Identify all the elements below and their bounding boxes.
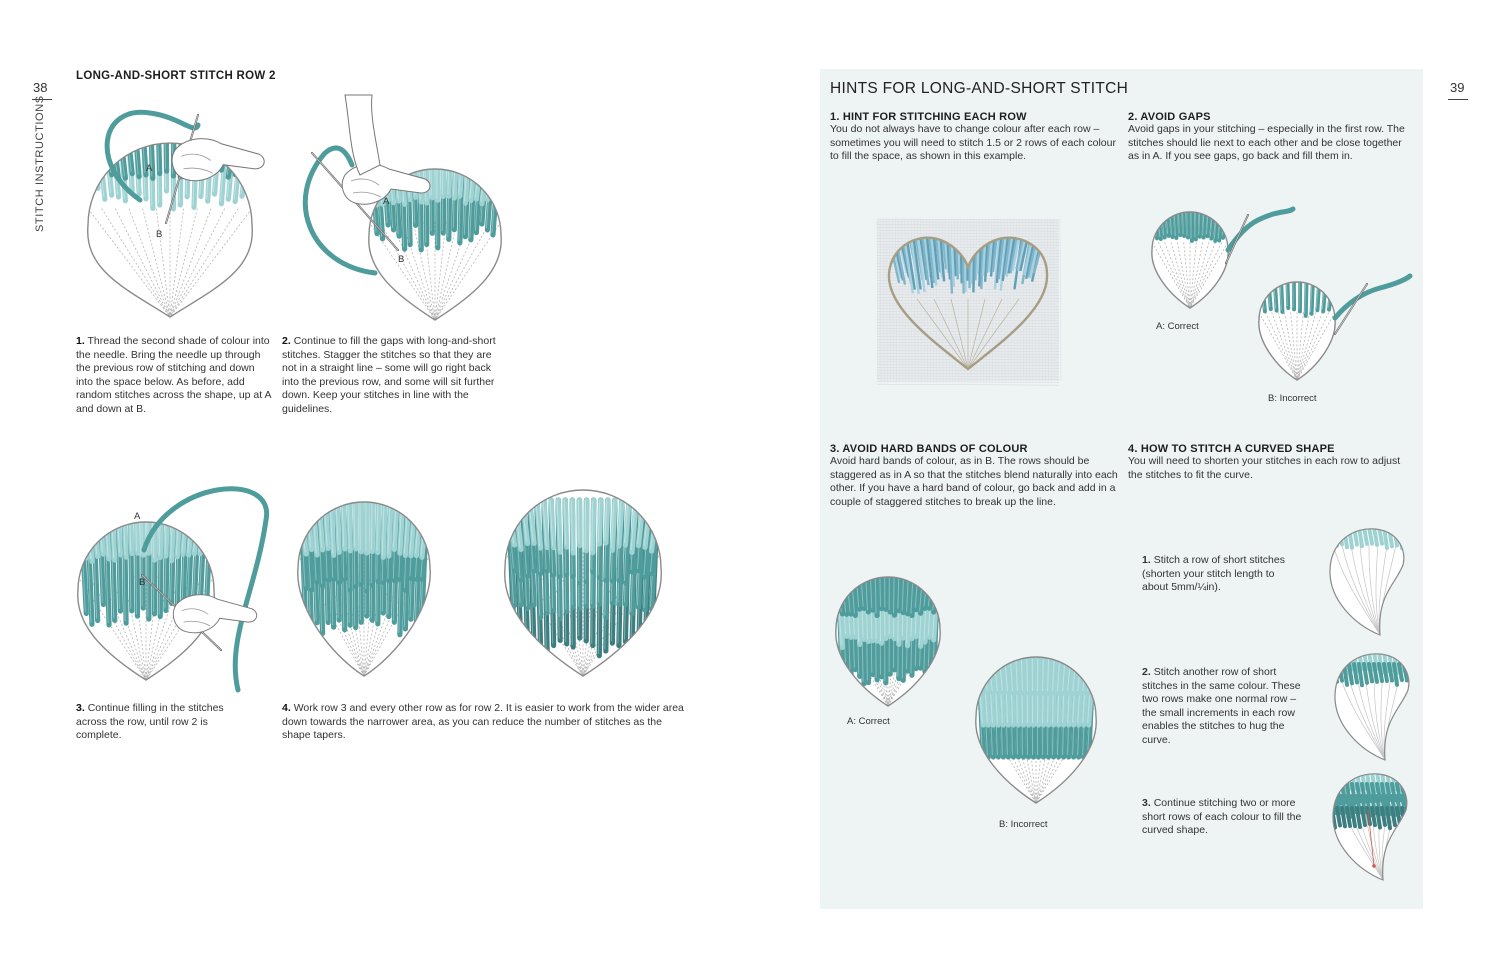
- hint-2-body: Avoid gaps in your stitching – especially in the first row. The stitches should lie next to each other and be close together as in A. If you see gaps, go back and fill them in.: [1128, 123, 1405, 163]
- hint-3: [830, 443, 1120, 509]
- curve-step-2-illustration: [1330, 650, 1415, 765]
- bands-correct-illustration: [833, 574, 945, 709]
- row3-illustration: [296, 488, 436, 683]
- step2-caption: 2. Continue to fill the gaps with long-and-short stitches. Stagger the stitches so that they are not in a straight line – some will go right back into the previous row, and some will sit further down. Keep your stitches in line with the guidelines.: [282, 335, 496, 415]
- thread: [1335, 276, 1410, 318]
- curve-step-3-illustration: [1328, 770, 1413, 885]
- chapter-side-label: STITCH INSTRUCTIONS: [34, 95, 46, 232]
- step1-caption: 1. Thread the second shade of colour into the needle. Bring the needle up through the previous row of stitching and down into the space below. As before, add random stitches across the shape, up at A and down at B.: [76, 335, 271, 415]
- hand-icon: [173, 595, 256, 633]
- step3-caption: 3. Continue filling in the stitches across the row, until row 2 is complete.: [76, 702, 224, 742]
- hint-2: [1128, 111, 1413, 164]
- hint-1-heading: 1. HINT FOR STITCHING EACH ROW: [830, 111, 1027, 123]
- curve-step-2: 2. Stitch another row of short stitches in the same colour. These two rows make one normal row – the small increments in each row enables the stitches to hug the curve.: [1142, 666, 1301, 746]
- bands-incorrect-illustration: [972, 655, 1100, 805]
- label-a: A: [146, 163, 153, 174]
- label-b: B: [156, 229, 163, 240]
- hint-2-heading: 2. AVOID GAPS: [1128, 111, 1211, 123]
- hints-title: HINTS FOR LONG-AND-SHORT STITCH: [830, 80, 1129, 97]
- gaps-correct-label: A: Correct: [1156, 321, 1199, 332]
- label-a: A: [134, 511, 141, 522]
- curve-step-1-illustration: [1325, 525, 1410, 640]
- guide-dot: [1372, 864, 1376, 868]
- step2-illustration: [290, 95, 505, 325]
- label-b: B: [398, 254, 405, 265]
- curve-step-3: 3. Continue stitching two or more short rows of each colour to fill the curved shape.: [1142, 797, 1302, 837]
- gaps-incorrect-illustration: [1255, 270, 1415, 385]
- page-number-right: 39: [1450, 80, 1465, 95]
- hint-4: [1128, 443, 1413, 482]
- label-b: B: [139, 577, 146, 588]
- hint-1-body: You do not always have to change colour after each row – sometimes you will need to stitch 1.5 or 2 rows of each colour to fill the space, as shown in this example.: [830, 123, 1116, 163]
- hint-3-heading: 3. AVOID HARD BANDS OF COLOUR: [830, 443, 1028, 455]
- heart-embroidery-photo: [877, 219, 1059, 381]
- hint-3-body: Avoid hard bands of colour, as in B. The rows should be staggered as in A so that the stitches blend naturally into each other. If you have a hard band of colour, go back and add in a couple of staggered stitches to break up the line.: [830, 455, 1118, 508]
- step1-illustration: [80, 95, 270, 325]
- page-number-rule-right: [1448, 99, 1468, 100]
- hint-4-body: You will need to shorten your stitches in each row to adjust the stitches to fit the curve.: [1128, 455, 1401, 481]
- section-title: LONG-AND-SHORT STITCH ROW 2: [76, 70, 276, 82]
- row4-illustration: [505, 488, 665, 683]
- step4-caption: 4. Work row 3 and every other row as for row 2. It is easier to work from the wider area down towards the narrower area, as you can reduce the number of stitches as the shape tapers.: [282, 702, 684, 742]
- hint-1: [830, 111, 1120, 164]
- hint-4-heading: 4. HOW TO STITCH A CURVED SHAPE: [1128, 443, 1335, 455]
- gaps-incorrect-label: B: Incorrect: [1268, 393, 1317, 404]
- thread: [1228, 209, 1293, 250]
- bands-incorrect-label: B: Incorrect: [999, 819, 1048, 830]
- curve-step-1: 1. Stitch a row of short stitches (shorten your stitch length to about 5mm/¼in).: [1142, 554, 1285, 594]
- label-a: A: [383, 196, 390, 207]
- bands-correct-label: A: Correct: [847, 716, 890, 727]
- step3-illustration: [76, 480, 276, 690]
- page-number-left: 38: [33, 80, 48, 95]
